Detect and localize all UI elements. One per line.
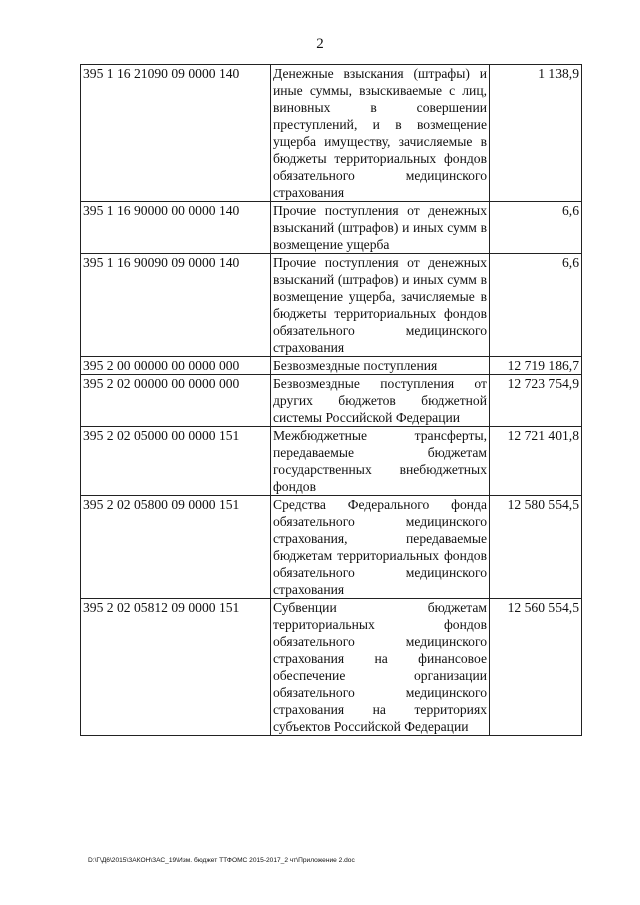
table-row — [81, 357, 582, 375]
table-row — [81, 599, 582, 736]
table-row — [81, 375, 582, 427]
budget-code: 395 2 02 00000 00 0000 000 — [81, 375, 271, 427]
income-name: Денежные взыскания (штрафы) и иные суммы, взыскиваемые с лиц, виновных в совершении преступлений, и в возмещение ущерба имуществу, зачисляемые в бюджеты территориальных фондов обязательного медицинского страхования — [271, 65, 490, 202]
amount: 1 138,9 — [490, 65, 582, 202]
amount: 6,6 — [490, 254, 582, 357]
table-row — [81, 496, 582, 599]
budget-code: 395 2 00 00000 00 0000 000 — [81, 357, 271, 375]
table-row — [81, 65, 582, 202]
amount: 12 723 754,9 — [490, 375, 582, 427]
table-row — [81, 254, 582, 357]
income-name: Средства Федерального фонда обязательного медицинского страхования, передаваемые бюджетам территориальных фондов обязательного медицинского страхования — [271, 496, 490, 599]
document-file-path: D:\Г\Д6\2015\ЗАКОН\ЗАС_19\Изм. бюджет ТТФОМС 2015-2017_2 чт\Приложение 2.doc — [88, 857, 355, 864]
income-name: Безвозмездные поступления — [271, 357, 490, 375]
income-name: Межбюджетные трансферты, передаваемые бюджетам государственных внебюджетных фондов — [271, 427, 490, 496]
budget-code: 395 1 16 90090 09 0000 140 — [81, 254, 271, 357]
income-name: Субвенции бюджетам территориальных фондов обязательного медицинского страхования на финансовое обеспечение организации обязательного медицинского страхования на территориях субъектов Российской Федерации — [271, 599, 490, 736]
page-number: 2 — [316, 36, 324, 52]
budget-code: 395 2 02 05800 09 0000 151 — [81, 496, 271, 599]
income-name: Прочие поступления от денежных взысканий (штрафов) и иных сумм в возмещение ущерба, зачисляемые в бюджеты территориальных фондов обязательного медицинского страхования — [271, 254, 490, 357]
table-row — [81, 427, 582, 496]
amount: 12 719 186,7 — [490, 357, 582, 375]
budget-code: 395 2 02 05812 09 0000 151 — [81, 599, 271, 736]
amount: 12 560 554,5 — [490, 599, 582, 736]
budget-table — [80, 64, 582, 736]
amount: 6,6 — [490, 202, 582, 254]
table-row — [81, 202, 582, 254]
income-name: Безвозмездные поступления от других бюджетов бюджетной системы Российской Федерации — [271, 375, 490, 427]
budget-code: 395 1 16 21090 09 0000 140 — [81, 65, 271, 202]
budget-code: 395 2 02 05000 00 0000 151 — [81, 427, 271, 496]
amount: 12 580 554,5 — [490, 496, 582, 599]
budget-code: 395 1 16 90000 00 0000 140 — [81, 202, 271, 254]
amount: 12 721 401,8 — [490, 427, 582, 496]
income-name: Прочие поступления от денежных взысканий (штрафов) и иных сумм в возмещение ущерба — [271, 202, 490, 254]
